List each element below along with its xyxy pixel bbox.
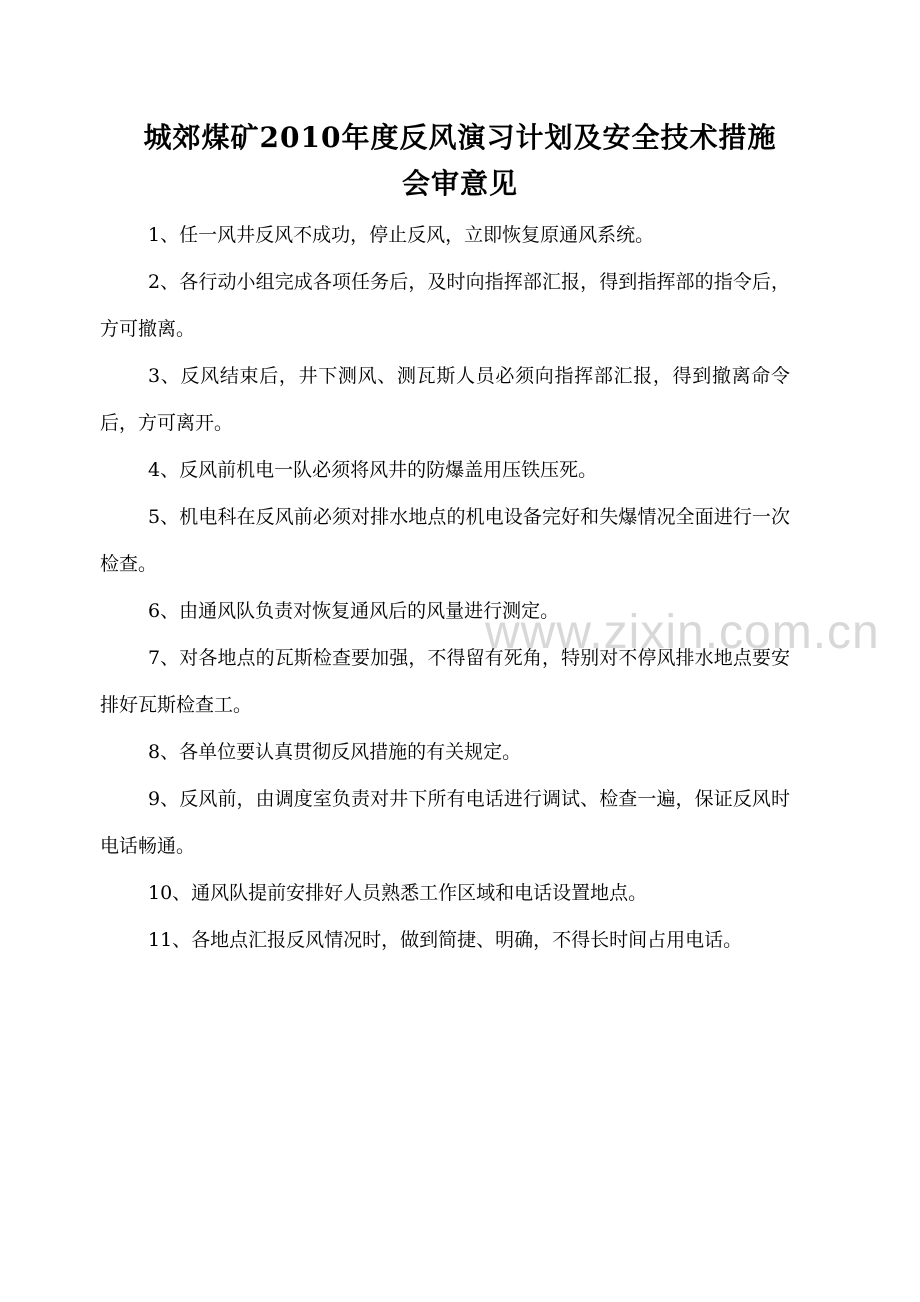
list-item: 7、对各地点的瓦斯检查要加强，不得留有死角，特别对不停风排水地点要安排好瓦斯检查工。 [100, 647, 790, 716]
list-item: 11、各地点汇报反风情况时，做到简捷、明确，不得长时间占用电话。 [148, 929, 743, 951]
list-item: 3、反风结束后，井下测风、测瓦斯人员必须向指挥部汇报，得到撤离命令后，方可离开。 [100, 365, 790, 434]
document-title: 城郊煤矿2010年度反风演习计划及安全技术措施 [143, 121, 777, 154]
list-item: 2、各行动小组完成各项任务后，及时向指挥部汇报，得到指挥部的指令后，方可撤离。 [100, 271, 790, 340]
list-item: 9、反风前，由调度室负责对井下所有电话进行调试、检查一遍，保证反风时电话畅通。 [100, 788, 790, 857]
list-item: 5、机电科在反风前必须对排水地点的机电设备完好和失爆情况全面进行一次检查。 [100, 506, 790, 575]
list-item: 6、由通风队负责对恢复通风后的风量进行测定。 [148, 600, 560, 622]
list-item: 10、通风队提前安排好人员熟悉工作区域和电话设置地点。 [148, 882, 648, 904]
list-item: 8、各单位要认真贯彻反风措施的有关规定。 [148, 741, 522, 763]
list-item: 4、反风前机电一队必须将风井的防爆盖用压铁压死。 [148, 459, 598, 481]
list-item: 1、任一风井反风不成功，停止反风，立即恢复原通风系统。 [148, 224, 655, 246]
document-body [100, 212, 790, 964]
document-subtitle: 会审意见 [401, 167, 518, 200]
watermark: www.zixin.com.cn [485, 606, 880, 659]
